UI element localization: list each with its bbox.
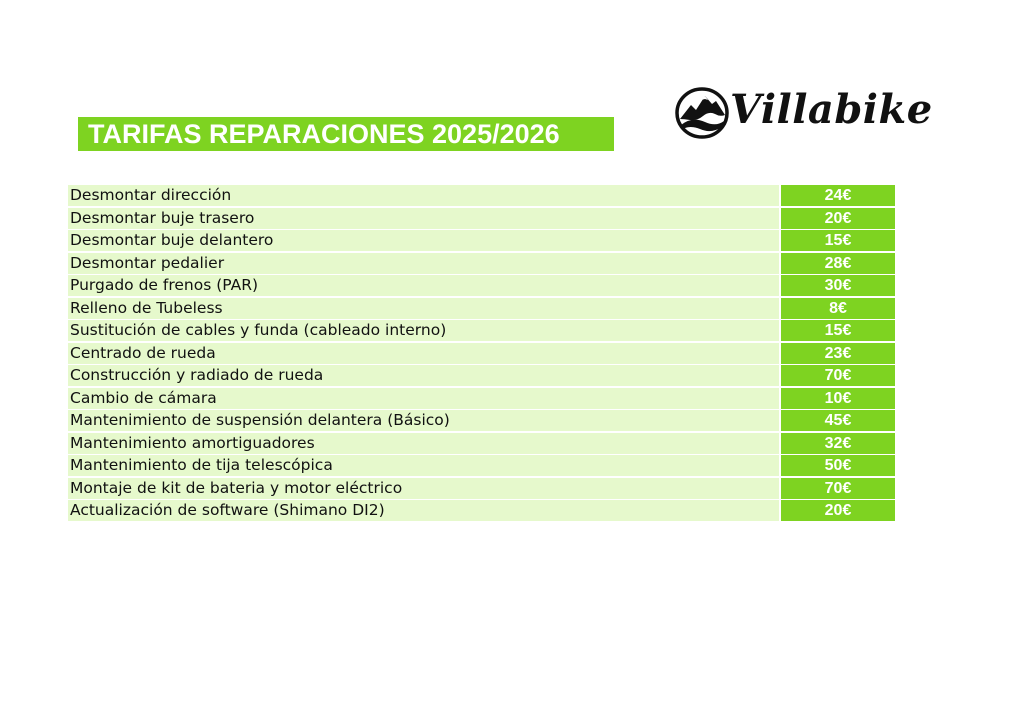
- service-price: 8€: [781, 298, 895, 319]
- service-name: Sustitución de cables y funda (cableado interno): [68, 320, 779, 341]
- mountain-circle-icon: [674, 85, 732, 141]
- table-row: [68, 320, 895, 341]
- service-price: 20€: [781, 208, 895, 229]
- service-price: 45€: [781, 410, 895, 431]
- service-price: 15€: [781, 320, 895, 341]
- table-row: [68, 343, 895, 364]
- brand-name: Villabike: [730, 86, 933, 133]
- service-name: Centrado de rueda: [68, 343, 779, 364]
- service-price: 20€: [781, 500, 895, 521]
- service-name: Relleno de Tubeless: [68, 298, 779, 319]
- service-price: 24€: [781, 185, 895, 206]
- service-price: 70€: [781, 365, 895, 386]
- brand-logo: [674, 82, 933, 144]
- price-table: [68, 185, 895, 523]
- service-price: 28€: [781, 253, 895, 274]
- service-name: Construcción y radiado de rueda: [68, 365, 779, 386]
- table-row: [68, 230, 895, 251]
- service-price: 15€: [781, 230, 895, 251]
- service-name: Desmontar pedalier: [68, 253, 779, 274]
- service-name: Actualización de software (Shimano DI2): [68, 500, 779, 521]
- table-row: [68, 208, 895, 229]
- service-name: Desmontar dirección: [68, 185, 779, 206]
- table-row: [68, 365, 895, 386]
- service-name: Desmontar buje trasero: [68, 208, 779, 229]
- service-price: 30€: [781, 275, 895, 296]
- service-price: 50€: [781, 455, 895, 476]
- service-price: 23€: [781, 343, 895, 364]
- table-row: [68, 410, 895, 431]
- table-row: [68, 185, 895, 206]
- table-row: [68, 298, 895, 319]
- page-title: TARIFAS REPARACIONES 2025/2026: [78, 117, 614, 151]
- service-name: Desmontar buje delantero: [68, 230, 779, 251]
- table-row: [68, 478, 895, 499]
- service-name: Purgado de frenos (PAR): [68, 275, 779, 296]
- table-row: [68, 275, 895, 296]
- table-row: [68, 433, 895, 454]
- table-row: [68, 500, 895, 521]
- service-name: Mantenimiento de tija telescópica: [68, 455, 779, 476]
- table-row: [68, 388, 895, 409]
- service-name: Mantenimiento de suspensión delantera (Básico): [68, 410, 779, 431]
- service-price: 10€: [781, 388, 895, 409]
- table-row: [68, 455, 895, 476]
- service-name: Cambio de cámara: [68, 388, 779, 409]
- service-name: Montaje de kit de bateria y motor eléctrico: [68, 478, 779, 499]
- service-name: Mantenimiento amortiguadores: [68, 433, 779, 454]
- table-row: [68, 253, 895, 274]
- service-price: 70€: [781, 478, 895, 499]
- service-price: 32€: [781, 433, 895, 454]
